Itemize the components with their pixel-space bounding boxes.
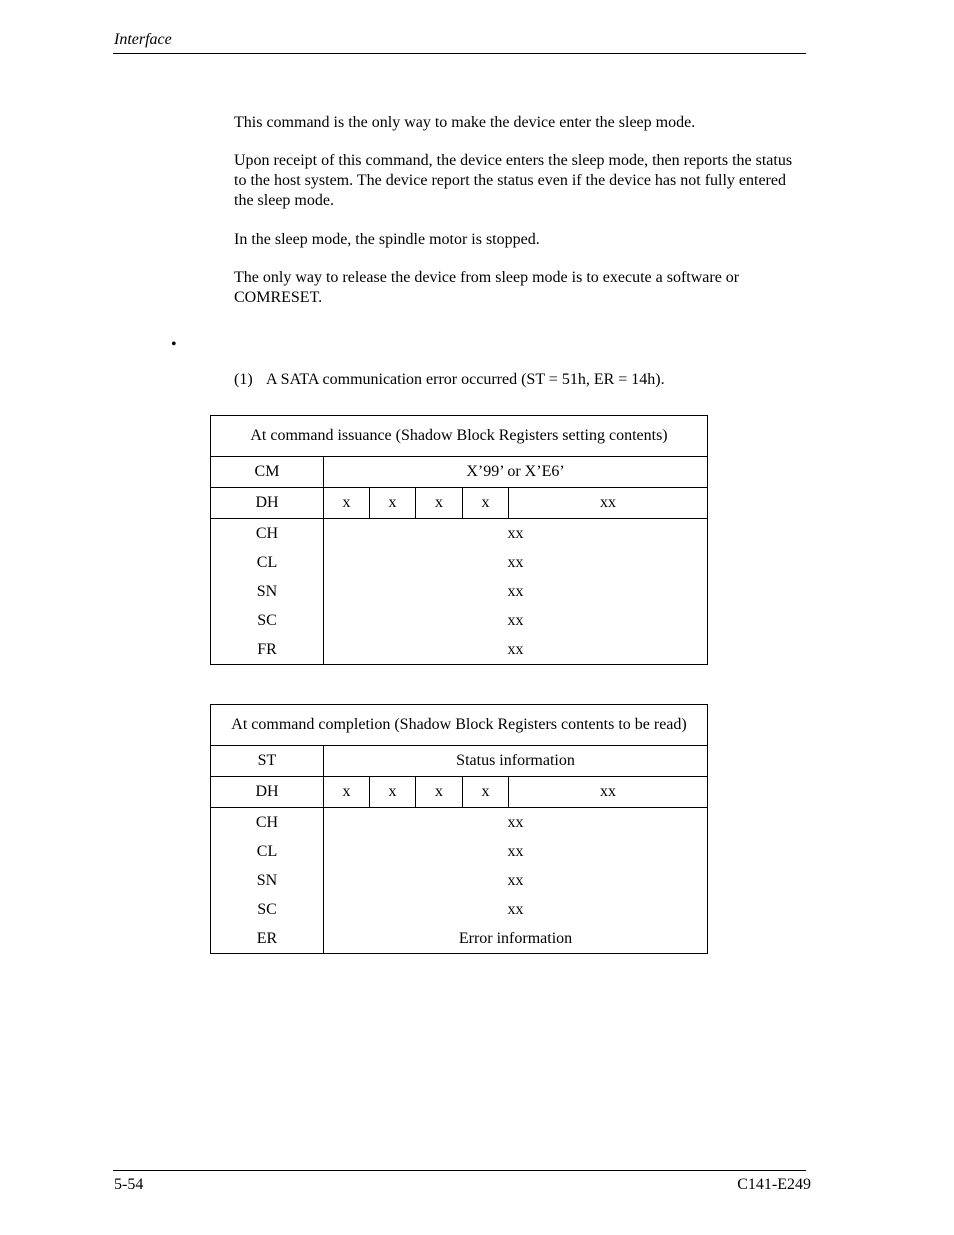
command-issuance-table: [210, 415, 708, 665]
paragraph-sleep-mode-only-way: This command is the only way to make the device enter the sleep mode.: [234, 114, 696, 131]
running-header: Interface: [114, 31, 172, 48]
register-values-group: [324, 808, 708, 954]
register-label-cl: CL: [256, 554, 278, 571]
register-label-sc: SC: [257, 612, 277, 629]
register-label-sc: SC: [257, 901, 277, 918]
register-label-sn: SN: [256, 583, 278, 600]
register-value-er: Error information: [458, 930, 573, 947]
header-rule: [113, 53, 806, 54]
register-value-ch: xx: [507, 525, 524, 542]
register-labels-group: [211, 519, 324, 665]
register-label-sn: SN: [256, 872, 278, 889]
dh-bit-7: x: [324, 488, 370, 519]
dh-bit-6: x: [370, 488, 416, 519]
register-label-dh: DH: [211, 777, 324, 808]
register-value-sn: xx: [507, 583, 524, 600]
footer-rule: [113, 1170, 806, 1171]
error-item-number: (1): [234, 371, 253, 388]
paragraph-receipt-of-command: Upon receipt of this command, the device enters the sleep mode, then reports the status to the host system. The device report the status even if the device has not fully entered the sleep mode.: [234, 152, 793, 209]
document-number: C141-E249: [737, 1176, 811, 1193]
bullet-marker: •: [171, 336, 177, 353]
dh-low-value: xx: [509, 777, 708, 808]
error-item-text: A SATA communication error occurred (ST = 51h, ER = 14h).: [266, 371, 665, 388]
dh-bit-5: x: [416, 777, 463, 808]
register-label-fr: FR: [257, 641, 277, 658]
dh-bit-6: x: [370, 777, 416, 808]
register-labels-group: [211, 808, 324, 954]
register-label-ch: CH: [255, 814, 279, 831]
register-value-sn: xx: [507, 872, 524, 889]
register-value-ch: xx: [507, 814, 524, 831]
page-number: 5-54: [114, 1176, 144, 1193]
completion-table-caption: At command completion (Shadow Block Registers contents to be read): [211, 705, 708, 746]
register-value-st: Status information: [324, 746, 708, 777]
register-values-group: [324, 519, 708, 665]
error-list-item: [234, 371, 665, 389]
register-value-fr: xx: [507, 641, 524, 658]
register-value-cl: xx: [507, 554, 524, 571]
register-label-st: ST: [211, 746, 324, 777]
register-value-sc: xx: [507, 901, 524, 918]
register-label-er: ER: [256, 930, 278, 947]
command-completion-table: [210, 704, 708, 954]
issuance-table-caption: At command issuance (Shadow Block Registers setting contents): [211, 416, 708, 457]
dh-bit-4: x: [463, 777, 509, 808]
dh-bit-7: x: [324, 777, 370, 808]
dh-low-value: xx: [509, 488, 708, 519]
paragraph-spindle-stopped: In the sleep mode, the spindle motor is stopped.: [234, 231, 540, 248]
register-value-cl: xx: [507, 843, 524, 860]
register-label-ch: CH: [255, 525, 279, 542]
register-label-cm: CM: [211, 457, 324, 488]
paragraph-release-from-sleep: The only way to release the device from sleep mode is to execute a software or COMRESET.: [234, 269, 740, 306]
register-value-sc: xx: [507, 612, 524, 629]
register-label-dh: DH: [211, 488, 324, 519]
register-label-cl: CL: [256, 843, 278, 860]
register-value-cm: X’99’ or X’E6’: [324, 457, 708, 488]
dh-bit-4: x: [463, 488, 509, 519]
dh-bit-5: x: [416, 488, 463, 519]
